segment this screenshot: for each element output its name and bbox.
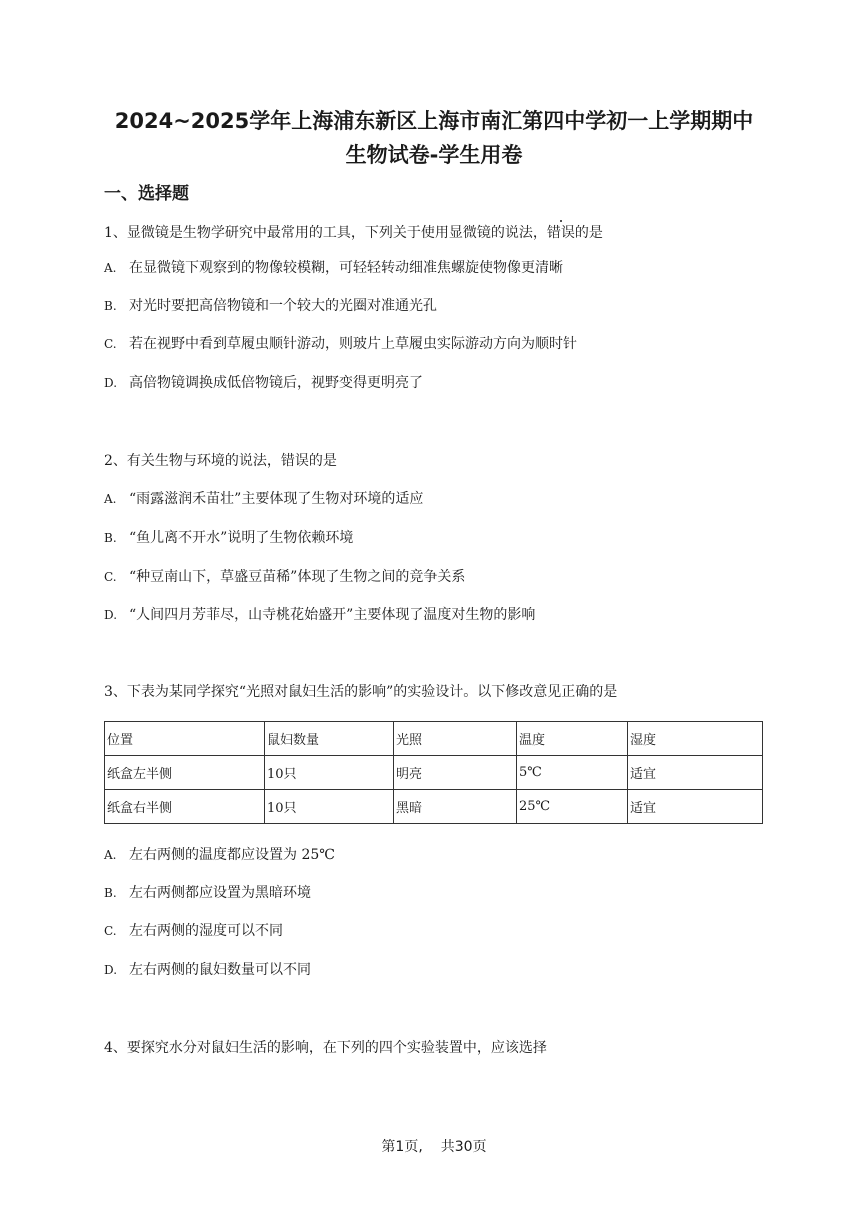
table-cell: 黑暗 (394, 790, 517, 824)
option-letter: B. (104, 299, 117, 313)
page-footer (0, 1137, 868, 1157)
question-3-stem: 3、下表为某同学探究“光照对鼠妇生活的影响”的实验设计。以下修改意见正确的是 (104, 684, 618, 700)
question-1-option-c (104, 334, 577, 354)
table-cell: 适宜 (628, 756, 763, 790)
question-1-stem-suffix: 的是 (574, 225, 603, 241)
option-letter: B. (104, 886, 117, 900)
option-letter: A. (104, 848, 117, 862)
page-total: 共30页 (440, 1139, 487, 1155)
table-row (105, 790, 763, 824)
question-1-emphasis: 错误 (546, 225, 575, 241)
option-text: 左右两侧的湿度可以不同 (129, 923, 283, 939)
page-number: 第1页, (381, 1139, 423, 1155)
question-1-option-a (104, 258, 563, 278)
table-header-cell: 光照 (394, 722, 517, 756)
question-4-stem: 4、要探究水分对鼠妇生活的影响，在下列的四个实验装置中，应该选择 (104, 1040, 547, 1056)
question-3-option-d (104, 960, 311, 980)
question-2-option-b (104, 528, 353, 548)
table-header-cell: 湿度 (628, 722, 763, 756)
table-cell: 25℃ (517, 790, 628, 824)
question-1-stem-text: 1、显微镜是生物学研究中最常用的工具，下列关于使用显微镜的说法， (104, 225, 547, 241)
option-text: “人间四月芳菲尽，山寺桃花始盛开”主要体现了温度对生物的影响 (129, 607, 536, 623)
option-letter: C. (104, 337, 117, 351)
question-3-option-a (104, 845, 335, 865)
option-letter: C. (104, 570, 117, 584)
option-text: “雨露滋润禾苗壮”主要体现了生物对环境的适应 (129, 491, 424, 507)
option-text: “种豆南山下，草盛豆苗稀”体现了生物之间的竞争关系 (129, 569, 466, 585)
option-text: 左右两侧的鼠妇数量可以不同 (129, 962, 311, 978)
table-header-row (105, 722, 763, 756)
table-header-cell: 温度 (517, 722, 628, 756)
question-1-option-b (104, 296, 437, 316)
option-letter: C. (104, 924, 117, 938)
option-text: 左右两侧的温度都应设置为 25℃ (129, 847, 335, 863)
document-title-line-2: 生物试卷-学生用卷 (345, 143, 523, 167)
option-text: 左右两侧都应设置为黑暗环境 (129, 885, 311, 901)
table-header-cell: 鼠妇数量 (265, 722, 394, 756)
question-2-option-c (104, 567, 465, 587)
question-2-option-a (104, 489, 423, 509)
option-letter: A. (104, 492, 117, 506)
table-header-cell: 位置 (105, 722, 265, 756)
table-cell: 纸盒右半侧 (105, 790, 265, 824)
option-letter: D. (104, 376, 118, 390)
table-cell: 纸盒左半侧 (105, 756, 265, 790)
question-3-option-b (104, 883, 311, 903)
option-letter: B. (104, 531, 117, 545)
experiment-table (104, 721, 763, 824)
table-row (105, 756, 763, 790)
question-1-option-d (104, 373, 423, 393)
table-cell: 10只 (265, 790, 394, 824)
table-cell: 10只 (265, 756, 394, 790)
option-letter: D. (104, 963, 118, 977)
section-heading: 一、选择题 (104, 184, 189, 204)
document-title-line-1: 2024~2025学年上海浦东新区上海市南汇第四中学初一上学期期中 (114, 109, 754, 133)
question-2-option-d (104, 605, 535, 625)
table-cell: 适宜 (628, 790, 763, 824)
option-text: 在显微镜下观察到的物像较模糊，可轻轻转动细准焦螺旋使物像更清晰 (129, 260, 563, 276)
question-2-stem: 2、有关生物与环境的说法，错误的是 (104, 453, 337, 469)
question-3-option-c (104, 921, 283, 941)
table-cell: 明亮 (394, 756, 517, 790)
option-text: 高倍物镜调换成低倍物镜后，视野变得更明亮了 (129, 375, 423, 391)
option-text: 对光时要把高倍物镜和一个较大的光圈对准通光孔 (129, 298, 437, 314)
option-text: “鱼儿离不开水”说明了生物依赖环境 (129, 530, 354, 546)
option-letter: D. (104, 608, 118, 622)
option-letter: A. (104, 261, 117, 275)
question-1-stem (104, 223, 603, 243)
table-cell: 5℃ (517, 756, 628, 790)
option-text: 若在视野中看到草履虫顺针游动，则玻片上草履虫实际游动方向为顺时针 (129, 336, 577, 352)
